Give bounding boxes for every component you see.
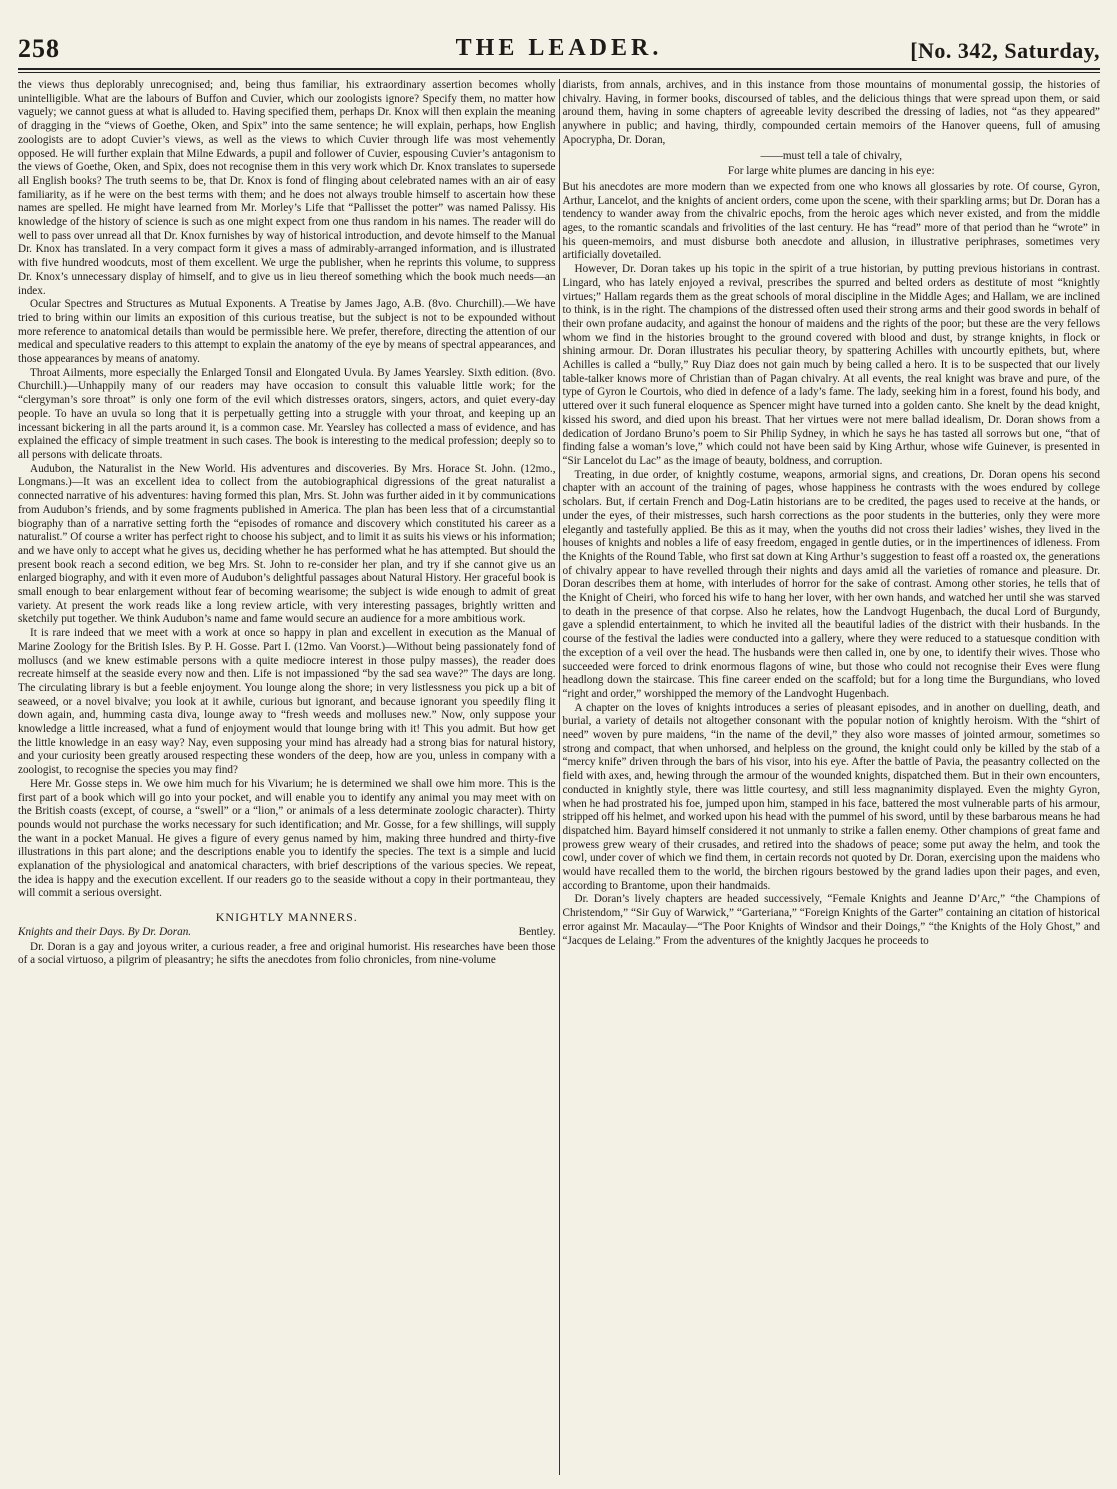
article-paragraph: Ocular Spectres and Structures as Mutual Exponents. A Treatise by James Jago, A.B. (8vo. Churchill).—We have tried to bring within our limits an exposition of this curious treatise, but the subject is not to be expounded without more reference to anatomical details than would be permissible here. We prefer, therefore, directing the attention of our medical and speculative readers to this attempt to explain the anatomy of the eye by means of spectral appearances, and those appearances by means of anatomy. [18,298,556,366]
quote-line: ——must tell a tale of chivalry, [760,149,903,162]
quote-line: For large white plumes are dancing in his eye: [727,165,935,178]
issue-info: [No. 342, Saturday, [910,38,1100,63]
left-column [18,79,559,1475]
masthead-rule [18,72,1100,73]
article-paragraph: Audubon, the Naturalist in the New World. His adventures and discoveries. By Mrs. Horace St. John. (12mo., Longmans.)—It was an excellent idea to collect from the autobiographical digressions of the great naturalist a connected narrative of his adventures: having formed this plan, Mrs. St. John was further aided in it by communications from Audubon’s friends, and by some fragments published in America. The plan has been less that of a circumstantial biography than of a narrative setting forth the “episodes of romance and discovery which constituted his career as a naturalist.” Of course a writer has perfect right to choose his subject, and to limit it as suits his views or his information; and we have only to accept what he gives us, deciding whether he has performed what he has attempted. But should the present book reach a second edition, we beg Mrs. St. John to re-consider her plan, and try if she cannot give us an enlarged biography, and with it even more of Audubon’s delightful passages about Natural History. Her graceful book is small enough to bear enlargement without fear of becoming wearisome; the subject is wide enough to admit of great variety. At present the work reads like a long review article, with very interesting passages, brightly written and sketchily put together. We think Audubon’s name and fame would secure an audience for a more ambitious work. [18,462,556,626]
article-paragraph: But his anecdotes are more modern than we expected from one who knows all glossaries by rote. Of course, Gyron, Arthur, Lancelot, and the knights of ancient orders, come upon the scene, with their sparkling arms; but Dr. Doran has a tendency to wander away from the chivalric epochs, from the heroic ages which never existed, and from the middle ages, to the romantic scandals and frivolities of the last century. He has “read” more of that period than he “wrote” in his queen-memoirs, and must disburse both anecdote and allusion, in illustrative periphrases, sometimes very artificially dovetailed. [562,180,1100,262]
page-number: 258 [18,34,60,63]
columns [18,79,1100,1475]
article-paragraph: However, Dr. Doran takes up his topic in the spirit of a true historian, by putting previous historians in contrast. Lingard, who has lately enjoyed a revival, prescribes the spurred and belted orders as destitute of most “knightly virtues;” Hallam regards them as the great schools of moral discipline in the Middle Ages; and Hallam, we are inclined to think, is in the right. The champions of the distressed often used their strong arms and their good swords in behalf of their own profane audacity, and against the honour of maidens and the rights of the poor; but these are the very fellows whom we find in the histories brought to the ground covered with blood and dust, by strange knights, in flock or shining armour. Dr. Doran illustrates his peculiar theory, by spattering Achilles with uncourtly epithets, but, where Achilles is called a “bully,” Ruy Diaz does not gain much by being called a hero. It is to be suspected that our lively table-talker knows more of Christian than of Pagan chivalry. At all events, the real knight was brave and pure, of the type of Gyron le Courtois, who died in defence of a lady’s fame. The lady, seeking him in a forest, found his body, and uttered over it such funeral eloquence as Spencer might have turned into a golden canto. She knelt by the dead knight, kissed his sword, and died upon his breast. That her virtues were not mere ballad idealism, Dr. Doran shows from a dedication of Jordano Bruno’s poem to Sir Philip Sydney, in which he says he has tasted all sorrows but one, “that of finding false a woman’s love,” which could not have been said by King Arthur, whose wife Guinever, is presented in “Sir Lancelot du Lac” as the image of beauty, boldness, and corruption. [562,263,1100,467]
section-heading: KNIGHTLY MANNERS. [215,910,358,925]
right-column [560,79,1101,1475]
book-citation [18,926,556,940]
newspaper-title: THE LEADER. [455,35,663,61]
article-paragraph: Treating, in due order, of knightly costume, weapons, armorial signs, and creations, Dr. Doran opens his second chapter with an account of the training of pages, whose happiness he contrasts with the woes endured by college scholars. But, if certain French and Dog-Latin historians are to be credited, the pages used to receive at the hands, or under the eyes, of their mistresses, such harsh corrections as the poor students in the butteries, only they were more elegantly and tastefully applied. Be this as it may, when the youths did not cross their ladies’ wishes, they lived in the houses of knights and nobles a life of easy freedom, engaged in gentle duties, or in the impertinences of idleness. From the Knights of the Round Table, who first sat down at King Arthur’s suggestion to feast off a roasted ox, the generations of chivalry appear to have revelled through their nights and days amid all the varieties of romance and pleasure. Dr. Doran describes them at home, with interludes of horror for the sake of contrast. Among other stories, he tells that of the Knight of Cheiri, who forced his wife to hang her lover, with her own hands, and watched her until she was starved to death in the presence of that corpse. Also he relates, how the Landvogt Hugenbach, the ducal Lord of Burgundy, gave a splendid entertainment, to which he invited all the beautiful ladies of the district with their husbands. In the course of the festival the ladies were conducted into a gallery, where they were reduced to a statuesque condition with the exception of a veil over the head. The husbands were then called in, one by one, to identify their wives. Those who succeeded were forced to drink enormous flagons of wine, but those who could not recognise their Eves were flung headlong down the staircase. This fine career ended on the scaffold; but for a long time the Burgundians, who loved “right and order,” worshipped the memory of the Landvoght Hugenbach. [562,468,1100,700]
article-paragraph: It is rare indeed that we meet with a work at once so happy in plan and excellent in execution as the Manual of Marine Zoology for the British Isles. By P. H. Gosse. Part I. (12mo. Van Voorst.)—Without being passionately fond of molluscs (and we knew estimable persons with a quite mediocre interest in those pulpy masses), the reader does recreate himself at the seaside every now and then. Life is not impassioned “by the sad sea wave?” The days are long. The circulating library is but a feeble enjoyment. You lounge along the shore; in very listlessness you pick up a bit of seaweed, or a novel bivalve; you look at it awhile, curious but ignorant, and because ignorant you speedily fling it down again, and, humming casta diva, lounge away to “fresh weeds and molluses new.” Now, only suppose your knowledge a little increased, what a fund of enjoyment would that lounge bring with it! This you admit. But how get the little knowledge in an easy way? Nay, even supposing your mind has already had a strong bias for natural history, and your curiosity been greatly aroused respecting these wonders of the deep, how are you, unless in company with a zoologist, to recognise the species you may find? [18,627,556,777]
newspaper-page [18,14,1100,1476]
article-paragraph: Here Mr. Gosse steps in. We owe him much for his Vivarium; he is determined we shall owe him more. This is the first part of a book which will go into your pocket, and will enable you to identify any animal you may meet with on the British coasts (except, of course, a “swell” or a “lion,” or animals of a less determinate zoologic character). Thirty pounds would not purchase the works necessary for such identification; and Mr. Gosse, for a few shillings, will supply the want in a pocket Manual. He gives a figure of every genus named by him, making three hundred and thirty-five illustrations in this part alone; and the descriptions enable you to identify the species. The text is a simple and lucid explanation of the physiological and anatomical characters, with brief descriptions of the various species. We repeat, the idea is happy and the execution excellent. If our readers go to the seaside without a copy in their portmanteau, they will commit a serious oversight. [18,777,556,900]
masthead [18,14,1100,70]
article-paragraph: Dr. Doran is a gay and joyous writer, a curious reader, a free and original humorist. His researches have been those of a social virtuoso, a pilgrim of pleasantry; he sifts the anecdotes from folio chronicles, from nine-volume [18,940,556,967]
article-paragraph: the views thus deplorably unrecognised; and, being thus familiar, his extraordinary assertion becomes wholly unintelligible. What are the labours of Buffon and Cuvier, which our zoologists ignore? Specify them, no matter how vaguely; we cannot guess at what is alluded to. Having specified them, perhaps Dr. Knox will then explain the meaning of dragging in the “views of Goethe, Oken, and Spix” into the same sentence; he will explain, perhaps, how English zoologists are to adopt Cuvier’s views, as well as the views to which Cuvier through life was most vehemently opposed. He will further explain that Milne Edwards, a pupil and follower of Cuvier, espousing Cuvier’s antagonism to the views of Goethe, Oken, and Spix, does not recognise them in this very work which Dr. Knox translates to supersede all English books? The truth seems to be, that Dr. Knox is fond of flinging about celebrated names with an air of easy familiarity, as if he were on the best terms with them; and he does not always trouble himself to ascertain how these names are spelled. He might have learned from Mr. Morley’s Life that “Pallisset the potter” was named Palissy. His knowledge of the history of science is such as one might expect from one thus random in his names. The reader will do well to pass over unread all that Dr. Knox furnishes by way of historical introduction, and devote himself to the Manual Dr. Knox has translated. In a very compact form it gives a mass of admirably-arranged information, and is illustrated with five hundred woodcuts, most of them excellent. We urge the publisher, when he reprints this volume, to suppress Dr. Knox’s unnecessary display of himself, and to give us in lieu thereof something which the book much needs—an index. [18,79,556,297]
publisher: Bentley. [518,925,556,938]
article-paragraph: Dr. Doran’s lively chapters are headed successively, “Female Knights and Jeanne D’Arc,” “the Champions of Christendom,” “Sir Guy of Warwick,” “Garteriana,” “Foreign Knights of the Garter” containing an citation of historical error against Mr. Macaulay—“The Poor Knights of Windsor and their Doings,” “the Knights of the Holy Ghost,” and “Jacques de Lelaing.” From the adventures of the knightly Jacques he proceeds to [562,893,1100,947]
article-paragraph: Throat Ailments, more especially the Enlarged Tonsil and Elongated Uvula. By James Yearsley. Sixth edition. (8vo. Churchill.)—Unhappily many of our readers may have occasion to consult this valuable little work; for the “clergyman’s sore throat” is only one form of the evil which distresses orators, singers, actors, and quiet every-day people. To have an uvula so long that it is perpetually getting into a struggle with your throat, and keeping up an incessant bickering in all the parts around it, is a common case. Mr. Yearsley has collected a mass of evidence, and has explained the efficacy of simple treatment in such cases. The book is interesting to the medical profession; deeply so to all persons with delicate throats. [18,366,556,461]
article-paragraph: A chapter on the loves of knights introduces a series of pleasant episodes, and in another on duelling, death, and burial, a variety of details not altogether consonant with the popular notion of knightly heroism. With the “shirt of need” woven by pure maidens, “in the name of the devil,” they also wore masses of jointed armour, sometimes so strong and compact, that when unhorsed, and helpless on the ground, the knight could only be killed by the stab of a “mercy knife” driven through the bars of his visor, into his eye. After the battle of Pavia, the peasantry collected on the field with axes, and, hewing through the armour of the wounded knights, dispatched them. But in their own encounters, conducted in knightly style, there was little courtesy, and still less magnanimity displayed. Even the mighty Gyron, when he had prostrated his foe, jumped upon him, stamped in his face, battered the most vulnerable parts of his armour, stripped off his helmet, and worked upon his head with the pummel of his sword, until by these barbarous means he had dispatched him. Bayard himself considered it not unmanly to strike a fallen enemy. Other champions of great fame and prowess grew weary of their crusades, and retired into the shadows of peace; some put away the helm, and took the cowl, under cover of which we find them, in certain records not quoted by Dr. Doran, exercising upon the maidens who would have recalled them to the world, the birchen rigours bestowed by the grand ladies upon their pages, and even, according to Brantome, upon their handmaids. [562,701,1100,892]
article-paragraph: diarists, from annals, archives, and in this instance from those mountains of monumental gossip, the histories of chivalry. Having, in former books, discoursed of tables, and the delicious things that were spread upon them, or said around them, having in some chapters of agreeable levity described the dressing of ladies, not “as they appeared” anywhere in public; and having, thirdly, compounded certain memoirs of the Hanover queens, full of amusing Apocrypha, Dr. Doran, [562,79,1100,146]
book-title: Knights and their Days. By Dr. Doran. [18,925,192,938]
